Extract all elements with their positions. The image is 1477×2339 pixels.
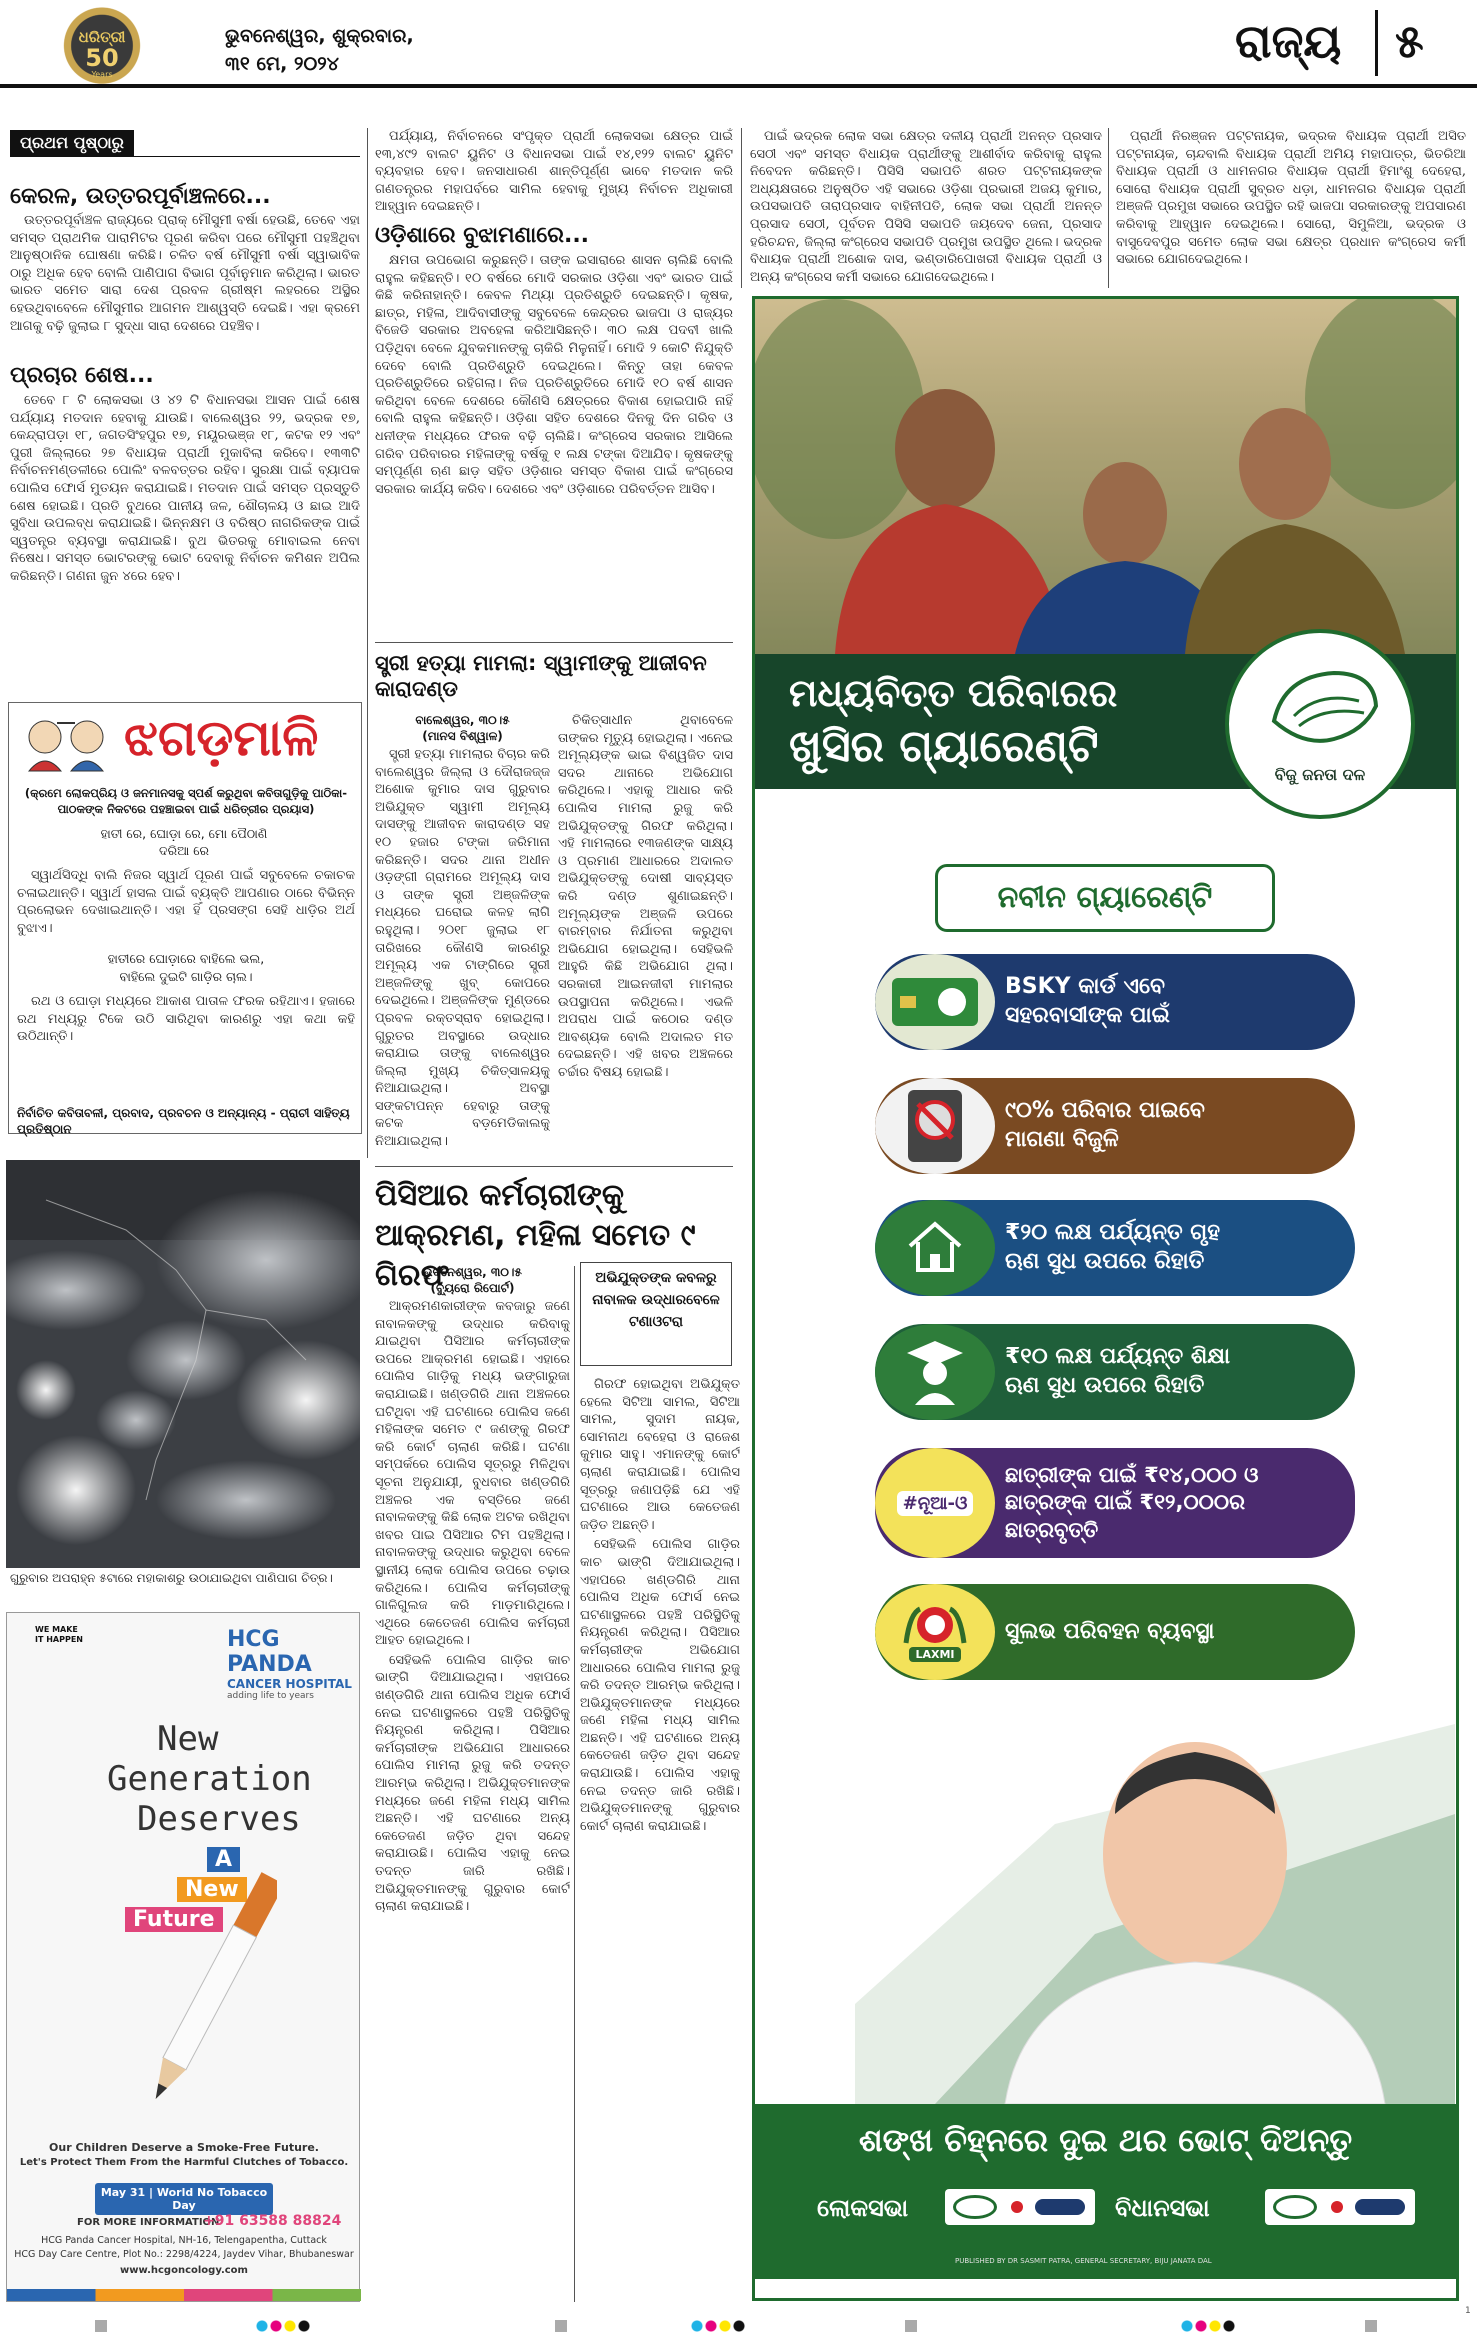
story-odisha-understanding-headline: ଓଡ଼ିଶାରେ ବୁଝାମଣାରେ... — [375, 223, 590, 248]
scholarship-line-3: ଛାତ୍ରବୃତ୍ତି — [1005, 1517, 1099, 1542]
page-number: ୫ — [1395, 14, 1424, 68]
hcg-color-strip — [7, 2289, 361, 2301]
leader-photo — [855, 1704, 1455, 2104]
loksabha-label: ଲୋକସଭା — [817, 2194, 909, 2222]
bjd-party-badge — [1225, 629, 1415, 819]
cartoon-credit: ନିର୍ବାଚିତ କବିତାବଳୀ, ପ୍ରବାଦ, ପ୍ରବଚନ ଓ ଅନ୍ୟାନ୍ୟ - ପ୍ରାଚୀ ସାହିତ୍ୟ ପ୍ରତିଷ୍ଠାନ — [17, 1106, 350, 1136]
hcg-word-a: A — [207, 1847, 240, 1872]
bjd-headline-2: ଖୁସିର ଗ୍ୟାରେଣ୍ଟି — [789, 721, 1099, 772]
section-divider — [1375, 10, 1378, 76]
story-divider — [375, 642, 733, 643]
graduate-icon — [875, 1324, 995, 1420]
nua-o-label: #ନୂଆ-ଓ — [897, 1491, 974, 1516]
story-pcr-attack-body-b: ଗିରଫ ହୋଇଥିବା ଅଭିଯୁକ୍ତ ହେଲେ ସିଟିଆ ସାମଲ, ସିଟିଆ ସାମଲ, ସୁଦାମ ନାୟକ, ସୋମନାଥ ବେହେରା ଓ ରାଜେଶ କୁମାର ସାହୁ। ଏମାନଙ୍କୁ କୋର୍ଟ ଚାଲାଣ କରାଯାଇଛି। ପୋଲିସ ସୂତ୍ରରୁ ଜଣାପଡ଼ିଛି ଯେ ଏହି ଘଟଣାରେ ଆଉ କେତେଜଣ ଜଡ଼ିତ ଅଛନ୍ତି। ସେହିଭଳି ପୋଲିସ ଗାଡ଼ିର କାଚ ଭାଙ୍ଗି ଦିଆଯାଇଥିଲା। ଏହାପରେ ଖଣ୍ଡଗିରି ଥାନା ପୋଲିସ ଅଧିକ ଫୋର୍ସ ନେଇ ଘଟଣାସ୍ଥଳରେ ପହଞ୍ଚି ପରିସ୍ଥିତିକୁ ନିୟନ୍ତ୍ରଣ କରିଥିଲା। ପିସିଆର କର୍ମଚାରୀଙ୍କ ଅଭିଯୋଗ ଆଧାରରେ ପୋଲିସ ମାମଲା ରୁଜୁ କରି ତଦନ୍ତ ଆରମ୍ଭ କରିଥିଲା। ଅଭିଯୁକ୍ତମାନଙ୍କ ମଧ୍ୟରେ ଜଣେ ମହିଳା ମଧ୍ୟ ସାମିଲ ଅଛନ୍ତି। ଏହି ଘଟଣାରେ ଅନ୍ୟ କେତେଜଣ ଜଡ଼ିତ ଥିବା ସନ୍ଦେହ କରାଯାଉଛି। ପୋଲିସ ଏହାକୁ ନେଇ ତଦନ୍ତ ଜାରି ରଖିଛି। ଅଭିଯୁକ୍ତମାନଙ୍କୁ ଗୁରୁବାର କୋର୍ଟ ଚାଲାଣ କରାଯାଇଛି। — [580, 1377, 740, 1834]
story-campaign-end-headline: ପ୍ରଚାର ଶେଷ... — [10, 363, 154, 388]
vidhansabha-ballot — [1265, 2189, 1415, 2225]
ballot-button-icon — [1355, 2199, 1405, 2215]
story-kerala-monsoon-body: ଉତ୍ତରପୂର୍ବାଞ୍ଚଳ ରାଜ୍ୟରେ ପ୍ରାକ୍ ମୌସୁମୀ ବର୍ଷା ହେଉଛି, ତେବେ ଏହା ସମସ୍ତ ପ୍ରାଥମିକ ପାରାମିଟର ପୂରଣ କରିବା ପରେ ମୌସୁମୀ ପହଞ୍ଚିଥିବା ଆନୁଷ୍ଠାନିକ ଘୋଷଣା କରିଛି। ଚଳିତ ବର୍ଷ ମୌସୁମୀ ବର୍ଷା ସ୍ୱାଭାବିକ ଠାରୁ ଅଧିକ ହେବ ବୋଲି ପାଣିପାଗ ବିଭାଗ ପୂର୍ବାନୁମାନ କରିଥିଲା। ଭାରତ ଭାରତ ସମେତ ସାରା ଦେଶ ପ୍ରବଳ ଗ୍ରୀଷ୍ମ ଲହରରେ ଅସ୍ଥିର ହେଉଥିବାବେଳେ ମୌସୁମୀର ଆଗମନ ଆଶ୍ୱସ୍ତି ଦେଇଛି। ଏହା କ୍ରମେ ଆଗକୁ ବଢ଼ି ଜୁଲାଇ ୮ ସୁଦ୍ଧା ସାରା ଦେଶରେ ପହଞ୍ଚିବ। — [10, 213, 360, 334]
col4-continuation-body: ପ୍ରାର୍ଥୀ ନିରଞ୍ଜନ ପଟ୍ଟନାୟକ, ଭଦ୍ରକ ବିଧାୟକ ପ୍ରାର୍ଥୀ ଅସିତ ପଟ୍ଟନାୟକ, ଚାନ୍ଦବାଲି ବିଧାୟକ ପ୍ରାର୍ଥୀ ଅମିୟ ମହାପାତ୍ର, ଭିତରିଆ ବିଧାୟକ ପ୍ରାର୍ଥୀ ଓ ଧାମନଗର ବିଧାୟକ ପ୍ରାର୍ଥୀ ହିମାଂଶୁ ଦେହେରା, ସୋରୋ ବିଧାୟକ ପ୍ରାର୍ଥୀ ସୁବ୍ରତ ଧଡ଼ା, ଧାମନଗର ବିଧାୟକ ପ୍ରାର୍ଥୀ ଅଞ୍ଜଳି ପ୍ରମୁଖ ସଭାରେ ଉପସ୍ଥିତ ରହି ଭାଜପା ସରକାରଙ୍କୁ ଅପସାରଣ କରିବାକୁ ଆହ୍ୱାନ ଦେଇଥିଲେ। ସୋରୋ, ସିମୁଳିଆ, ଭଦ୍ରକ ଓ ବାସୁଦେବପୁର ସମେତ ଲୋକ ସଭା କ୍ଷେତ୍ର ପ୍ରଧାନ କଂଗ୍ରେସ କର୍ମୀ ସଭାରେ ଯୋଗଦେଇଥିଲେ। — [1116, 129, 1466, 268]
story-pcr-attack-headline: ପିସିଆର କର୍ମଚାରୀଙ୍କୁ ଆକ୍ରମଣ, ମହିଳା ସମେତ ୯ ଗିରଫ — [375, 1178, 696, 1293]
nua-o-icon — [875, 1448, 995, 1558]
hcg-logo — [227, 1627, 357, 1701]
hcg-headline-2: Generation — [107, 1759, 312, 1799]
col2-continuation-body: ପର୍ଯ୍ୟାୟ, ନିର୍ବାଚନରେ ସଂପୃକ୍ତ ପ୍ରାର୍ଥୀ ଲୋକସଭା କ୍ଷେତ୍ର ପାଇଁ ୧୩,୪୯୨ ବାଲଟ ୟୁନିଟ ଓ ବିଧାନସଭା ପାଇଁ ୧୪,୧୨୨ ବାଲଟ ୟୁନିଟ ବ୍ୟବହାର ହେବ। ଜନସାଧାରଣ ଶାନ୍ତିପୂର୍ଣ୍ଣ ଭାବେ ମତଦାନ କରି ଗଣତନ୍ତ୍ରର ମହାପର୍ବରେ ସାମିଲ ହେବାକୁ ମୁଖ୍ୟ ନିର୍ବାଚନ ଅଧିକାରୀ ଆହ୍ୱାନ ଦେଇଛନ୍ତି। — [375, 129, 733, 215]
label-rule — [10, 156, 360, 157]
front-page-continuation-label: ପ୍ରଥମ ପୃଷ୍ଠାରୁ — [10, 130, 134, 156]
transport-item — [875, 1584, 1355, 1680]
folio-number: 1 — [1465, 2306, 1471, 2316]
electricity-line-1: ୯୦% ପରିବାର ପାଇବେ — [1005, 1098, 1205, 1124]
hcg-message-2: Let's Protect Them From the Harmful Clutches of Tobacco. — [19, 2157, 349, 2168]
cartoon-illustration — [17, 711, 117, 779]
hcg-word-new: New — [177, 1877, 247, 1902]
cartoon-couplet-2: ବାହିଲେ ଦୁଇଟି ଗାଡ଼ିର ଚାଲ। — [119, 969, 253, 984]
story-campaign-end-body: ତେବେ ୮ ଟି ଲୋକସଭା ଓ ୪୨ ଟି ବିଧାନସଭା ଆସନ ପାଇଁ ଶେଷ ପର୍ଯ୍ୟାୟ ମତଦାନ ହେବାକୁ ଯାଉଛି। ବାଲେଶ୍ୱର ୨୨, ଭଦ୍ରକ ୧୭, କେନ୍ଦ୍ରାପଡ଼ା ୧୮, ଜଗତସିଂହପୁର ୧୭, ମୟୂରଭଞ୍ଜ ୧୮, କଟକ ୧୨ ଏବଂ ପୁରୀ ଜିଲ୍ଲାରେ ୨୭ ବିଧାୟକ ପ୍ରାର୍ଥୀ ମୁକାବିଲା କରିବେ। ୧୩୩ଟି ନିର୍ବାଚନମଣ୍ଡଳୀରେ ପୋଲିଂ ବଳବତ୍ତର ରହିବ। ସୁରକ୍ଷା ପାଇଁ ବ୍ୟାପକ ପୋଲିସ ଫୋର୍ସ ମୁତୟନ କରାଯାଇଛି। ମତଦାନ ପାଇଁ ସମସ୍ତ ପ୍ରସ୍ତୁତି ଶେଷ ହୋଇଛି। ପ୍ରତି ବୁଥରେ ପାନୀୟ ଜଳ, ଶୌଚାଳୟ ଓ ଛାଇ ଆଦି ସୁବିଧା ଉପଲବ୍ଧ କରାଯାଇଛି। ଭିନ୍ନକ୍ଷମ ଓ ବରିଷ୍ଠ ନାଗରିକଙ୍କ ପାଇଁ ସ୍ୱତନ୍ତ୍ର ବ୍ୟବସ୍ଥା କରାଯାଇଛି। ବୁଥ ଭିତରକୁ ମୋବାଇଲ ନେବା ନିଷେଧ। ସମସ୍ତ ଭୋଟରଙ୍କୁ ଭୋଟ ଦେବାକୁ ନିର୍ବାଚନ କମିଶନ ଅପିଲ କରିଛନ୍ତି। ଗଣନା ଜୁନ ୪ରେ ହେବ। — [10, 393, 360, 584]
column-rule — [574, 1266, 575, 2302]
pencil-cigarette-illustration — [147, 1863, 277, 2123]
scholarship-line-1: ଛାତ୍ରୀଙ୍କ ପାଇଁ ₹୧୪,୦୦୦ ଓ — [1005, 1463, 1259, 1488]
vidhansabha-label: ବିଧାନସଭା — [1115, 2194, 1210, 2222]
cartoon-body-2: ରଥ ଓ ଘୋଡ଼ା ମଧ୍ୟରେ ଆକାଶ ପାତାଳ ଫରକ ରହିଥାଏ। ହଜାରେ ରଥ ମଧ୍ୟରୁ ଟିକେ ଉଠି ସାରିଥିବା କାରଣରୁ ଏହା କଥା କହି ଉଠିଥାନ୍ତି। — [17, 994, 355, 1045]
story-pcr-attack-byline: ଭୁବନେଶ୍ୱର, ୩୦।୫ (ବ୍ୟୁରୋ ରିପୋର୍ଟ) — [423, 1265, 522, 1295]
story-wife-murder-headline: ସ୍ତ୍ରୀ ହତ୍ୟା ମାମଲା: ସ୍ୱାମୀଙ୍କୁ ଆଜୀବନ କାରାଦଣ୍ଡ — [375, 651, 707, 702]
laxmi-label: LAXMI — [909, 1647, 960, 1662]
ballot-light-icon — [1011, 2201, 1023, 2213]
story-pcr-sidebar-headline: ଅଭିଯୁକ୍ତଙ୍କ କବଳରୁ ନାବାଳକ ଉଦ୍ଧାରବେଳେ ଟଣାଓଟରା — [592, 1270, 720, 1330]
hcg-tagline: WE MAKE IT HAPPEN — [35, 1625, 83, 1644]
hcg-brand: HCG PANDA — [227, 1627, 312, 1677]
scholarship-line-2: ଛାତ୍ରଙ୍କ ପାଇଁ ₹୧୨,୦୦୦ର — [1005, 1490, 1246, 1515]
family-photo — [755, 299, 1456, 654]
hcg-message-1: Our Children Deserve a Smoke-Free Future. — [49, 2141, 319, 2154]
bjd-headline-1: ମଧ୍ୟବିତ୍ତ ପରିବାରର — [789, 671, 1118, 715]
cartoon-couplet-1: ହାତୀରେ ଘୋଡ଼ାରେ ବାହିଲେ ଭଲ, — [107, 951, 265, 966]
publisher-line: PUBLISHED BY DR SASMIT PATRA, GENERAL SECRETARY, BIJU JANATA DAL — [955, 2257, 1212, 2265]
bsky-item — [875, 954, 1355, 1050]
education-loan-item — [875, 1324, 1355, 1420]
education-loan-line-1: ₹୧୦ ଲକ୍ଷ ପର୍ଯ୍ୟନ୍ତ ଶିକ୍ଷା — [1005, 1344, 1230, 1370]
bsky-line-2: ସହରବାସୀଙ୍କ ପାଇଁ — [1005, 1003, 1170, 1028]
home-loan-item — [875, 1200, 1355, 1296]
naveen-guarantee-label: ନବୀନ ଗ୍ୟାରେଣ୍ଟି — [935, 864, 1275, 932]
health-card-icon — [875, 954, 995, 1050]
conch-icon — [1264, 661, 1384, 761]
no-tobacco-day-badge: May 31 | World No Tobacco Day — [95, 2183, 273, 2215]
bjd-advertisement — [752, 296, 1459, 2301]
hcg-word-future: Future — [125, 1907, 223, 1932]
column-rule — [367, 128, 368, 1158]
electric-meter-icon — [875, 1078, 995, 1174]
cartoon-body: ସ୍ୱାର୍ଥସିଦ୍ଧି ବାଲି ନିଜର ସ୍ୱାର୍ଥ ପୂରଣ ପାଇଁ ସବୁବେଳେ ଚକାଚକ ଚଳାଇଥାନ୍ତି। ସ୍ୱାର୍ଥ ହାସଲ ପାଇଁ ବ୍ୟକ୍ତି ଆପଣାର ଠାରେ ବିଭିନ୍ନ ପ୍ରଲୋଭନ ଦେଖାଇଥାନ୍ତି। ଏହା ହିଁ ପ୍ରସଙ୍ଗ ସେହି ଧାଡ଼ିର ଅର୍ଥ ବୁଝାଏ। — [17, 868, 355, 936]
hcg-headline-3: Deserves — [137, 1799, 301, 1839]
home-loan-line-1: ₹୨୦ ଲକ୍ଷ ପର୍ଯ୍ୟନ୍ତ ଗୃହ — [1005, 1220, 1221, 1246]
ballot-light-icon — [1331, 2201, 1343, 2213]
story-wife-murder-byline: ବାଲେଶ୍ୱର, ୩୦।୫ (ମାନସ ବିଶ୍ୱାଳ) — [415, 713, 510, 743]
column-rule — [1108, 128, 1109, 288]
transport-line-1: ସୁଲଭ ପରିବହନ ବ୍ୟବସ୍ଥା — [1005, 1618, 1215, 1644]
hcg-headline-1: New — [157, 1719, 219, 1759]
section-name: ରାଜ୍ୟ — [1235, 14, 1342, 68]
cartoon-verse-head: ହାତୀ ରେ, ଘୋଡ଼ା ରେ, ମୋ ପୈଠାଣି ଦରିଆ ରେ — [100, 826, 268, 858]
column-rule — [741, 128, 742, 288]
bjd-party-name: ବିଜୁ ଜନତା ଦଳ — [1274, 765, 1366, 784]
story-wife-murder-body-b: ଚିକିତ୍ସାଧୀନ ଥିବାବେଳେ ତାଙ୍କର ମୃତ୍ୟୁ ହୋଇଥିଲା। ଏନେଇ ଅମୂଲ୍ୟଙ୍କ ଭାଇ ବିଶ୍ୱଜିତ ଦାସ ସଦର ଥାନାରେ ଅଭିଯୋଗ କରିଥିଲେ। ଏହାକୁ ଆଧାର କରି ପୋଲିସ ମାମଲା ରୁଜୁ କରି ଅଭିଯୁକ୍ତଙ୍କୁ ଗିରଫ କରିଥିଲା। ଏହି ମାମଲାରେ ୧୩ଜଣଙ୍କ ସାକ୍ଷ୍ୟ ଓ ପ୍ରମାଣ ଆଧାରରେ ଅଦାଲତ ଅଭିଯୁକ୍ତଙ୍କୁ ଦୋଷୀ ସାବ୍ୟସ୍ତ କରି ଦଣ୍ଡ ଶୁଣାଇଛନ୍ତି। ଅମୂଲ୍ୟଙ୍କ ଅଞ୍ଜଳି ଉପରେ ବାରମ୍ବାର ନିର୍ଯାତନା କରୁଥିବା ଅଭିଯୋଗ ହୋଇଥିଲା। ସେହିଭଳି ଆହୁରି କିଛି ଅଭିଯୋଗ ଥିଲା। ସରକାରୀ ଆଇନଜୀବୀ ମାମଲାର ଉପସ୍ଥାପନା କରିଥିଲେ। ଏଭଳି ଅପରାଧ ପାଇଁ କଠୋର ଦଣ୍ଡ ଆବଶ୍ୟକ ବୋଲି ଅଦାଲତ ମତ ଦେଇଛନ୍ତି। ଏହି ଖବର ଅଞ୍ଚଳରେ ଚର୍ଚ୍ଚାର ବିଷୟ ହୋଇଛି। — [558, 713, 733, 1080]
story-wife-murder-body-a: ସ୍ତ୍ରୀ ହତ୍ୟା ମାମଲାର ବିଚାର କରି ବାଲେଶ୍ୱର ଜିଲ୍ଲା ଓ ଦୌରାଜଜ୍ଜ ଅଶୋକ କୁମାର ଦାସ ଗୁରୁବାର ଅଭିଯୁକ୍ତ ସ୍ୱାମୀ ଅମୂଲ୍ୟ ଦାସଙ୍କୁ ଆଜୀବନ କାରାଦଣ୍ଡ ସହ ୧୦ ହଜାର ଟଙ୍କା ଜରିମାନା କରିଛନ୍ତି। ସଦର ଥାନା ଅଧୀନ ଓଡ଼ଙ୍ଗୀ ଗ୍ରାମରେ ଅମୂଲ୍ୟ ଦାସ ଓ ତାଙ୍କ ସ୍ତ୍ରୀ ଅଞ୍ଜଳିଙ୍କ ମଧ୍ୟରେ ଘରୋଇ କଳହ ଲାଗି ରହୁଥିଲା। ୨୦୧୮ ଜୁଲାଇ ୧୮ ତାରିଖରେ କୌଣସି କାରଣରୁ ଅମୂଲ୍ୟ ଏକ ଟାଙ୍ଗିରେ ସ୍ତ୍ରୀ ଅଞ୍ଜଳିଙ୍କୁ ଖୁବ୍ କୋପରେ ଦେଇଥିଲେ। ଅଞ୍ଜଳିଙ୍କ ମୁଣ୍ଡରେ ପ୍ରବଳ ରକ୍ତସ୍ରାବ ହୋଇଥିଲା। ଗୁରୁତର ଅବସ୍ଥାରେ ଉଦ୍ଧାର କରାଯାଇ ତାଙ୍କୁ ବାଲେଶ୍ୱର ଜିଲ୍ଲା ମୁଖ୍ୟ ଚିକିତ୍ସାଳୟକୁ ନିଆଯାଇଥିଲା। ଅବସ୍ଥା ସଙ୍କଟାପନ୍ନ ହେବାରୁ ତାଙ୍କୁ କଟକ ବଡ଼ମେଡିକାଲକୁ ନିଆଯାଇଥିଲା। — [375, 747, 550, 1150]
hcg-brand-sub: CANCER HOSPITAL — [227, 1677, 352, 1691]
ballot-button-icon — [1035, 2199, 1085, 2215]
satellite-caption: ଗୁରୁବାର ଅପରାହ୍ନ ୫ଟାରେ ମହାକାଶରୁ ଉଠାଯାଇଥିବା ପାଣିପାଗ ଚିତ୍ର। — [10, 1571, 333, 1585]
home-loan-line-2: ଋଣ ସୁଧ ଉପରେ ରିହାତି — [1005, 1249, 1205, 1274]
hcg-info-label: FOR MORE INFORMATION — [77, 2217, 220, 2228]
hcg-address-2: HCG Day Care Centre, Plot No.: 2298/4224, Jaydev Vihar, Bhubaneswar — [14, 2249, 354, 2260]
story-pcr-attack-body-a: ଆକ୍ରମଣକାରୀଙ୍କ କବଜାରୁ ଜଣେ ନାବାଳକଙ୍କୁ ଉଦ୍ଧାର କରିବାକୁ ଯାଇଥିବା ପିସିଆର କର୍ମଚାରୀଙ୍କ ଉପରେ ଆକ୍ରମଣ ହୋଇଛି। ଏହାରେ ପୋଲିସ ଗାଡ଼ିକୁ ମଧ୍ୟ ଭଙ୍ଗାରୁଜା କରାଯାଇଛି। ଖଣ୍ଡଗିରି ଥାନା ଅଞ୍ଚଳରେ ଘଟିଥିବା ଏହି ଘଟଣାରେ ପୋଲିସ ଜଣେ ମହିଳାଙ୍କ ସମେତ ୯ ଜଣଙ୍କୁ ଗିରଫ କରି କୋର୍ଟ ଚାଲାଣ କରିଛି। ଘଟଣା ସମ୍ପର୍କରେ ପୋଲିସ ସୂତ୍ରରୁ ମିଳିଥିବା ସୂଚନା ଅନୁଯାୟୀ, ବୁଧବାର ଖଣ୍ଡଗିରି ଅଞ୍ଚଳର ଏକ ବସ୍ତିରେ ଜଣେ ନାବାଳକଙ୍କୁ କିଛି ଲୋକ ଅଟକ ରଖିଥିବା ଖବର ପାଇ ପିସିଆର ଟିମ ପହଞ୍ଚିଥିଲା। ନାବାଳକଙ୍କୁ ଉଦ୍ଧାର କରୁଥିବା ବେଳେ ସ୍ଥାନୀୟ ଲୋକ ପୋଲିସ ଉପରେ ଚଢ଼ାଉ କରିଥିଲେ। ପୋଲିସ କର୍ମଚାରୀଙ୍କୁ ଗାଳିଗୁଲଜ କରି ମାଡ଼ମାରିଥିଲେ। ଏଥିରେ କେତେଜଣ ପୋଲିସ କର୍ମଚାରୀ ଆହତ ହୋଇଥିଲେ। ସେହିଭଳି ପୋଲିସ ଗାଡ଼ିର କାଚ ଭାଙ୍ଗି ଦିଆଯାଇଥିଲା। ଏହାପରେ ଖଣ୍ଡଗିରି ଥାନା ପୋଲିସ ଅଧିକ ଫୋର୍ସ ନେଇ ଘଟଣାସ୍ଥଳରେ ପହଞ୍ଚି ପରିସ୍ଥିତିକୁ ନିୟନ୍ତ୍ରଣ କରିଥିଲା। ପିସିଆର କର୍ମଚାରୀଙ୍କ ଅଭିଯୋଗ ଆଧାରରେ ପୋଲିସ ମାମଲା ରୁଜୁ କରି ତଦନ୍ତ ଆରମ୍ଭ କରିଥିଲା। ଅଭିଯୁକ୍ତମାନଙ୍କ ମଧ୍ୟରେ ଜଣେ ମହିଳା ମଧ୍ୟ ସାମିଲ ଅଛନ୍ତି। ଏହି ଘଟଣାରେ ଅନ୍ୟ କେତେଜଣ ଜଡ଼ିତ ଥିବା ସନ୍ଦେହ କରାଯାଉଛି। ପୋଲିସ ଏହାକୁ ନେଇ ତଦନ୍ତ ଜାରି ରଖିଛି। ଅଭିଯୁକ୍ତମାନଙ୍କୁ ଗୁରୁବାର କୋର୍ଟ ଚାଲାଣ କରାଯାଇଛି। — [375, 1299, 570, 1915]
cartoon-box — [8, 702, 362, 1134]
electricity-line-2: ମାଗଣା ବିଜୁଳି — [1005, 1127, 1119, 1152]
hcg-panda-ad — [6, 1612, 360, 2302]
story-odisha-understanding-body: କ୍ଷମତା ଉପଭୋଗ କରୁଛନ୍ତି। ତାଙ୍କ ଇସାରାରେ ଶାସନ ଚାଲିଛି ବୋଲି ରାହୁଲ କହିଛନ୍ତି। ୧୦ ବର୍ଷରେ ମୋଦି ସରକାର ଓଡ଼ିଶା ଏବଂ ଭାରତ ପାଇଁ କିଛି କରିନାହାନ୍ତି। କେବଳ ମିଥ୍ୟା ପ୍ରତିଶ୍ରୁତି ଦେଇଛନ୍ତି। କୃଷକ, ଛାତ୍ର, ମହିଳା, ଆଦିବାସୀଙ୍କୁ ସବୁବେଳେ କେନ୍ଦ୍ରର ଭାଜପା ଓ ରାଜ୍ୟର ବିଜେଡି ସରକାର ଅବହେଳା କରିଆସିଛନ୍ତି। ୩୦ ଲକ୍ଷ ପଦବୀ ଖାଲି ପଡ଼ିଥିବା ବେଳେ ଯୁବକମାନଙ୍କୁ ଚାକିରି ମିଳୁନାହିଁ। ମୋଦି ୨ କୋଟି ନିଯୁକ୍ତି ଦେବେ ବୋଲି ପ୍ରତିଶ୍ରୁତି ଦେଇଥିଲେ। କିନ୍ତୁ ତାହା କେବଳ ପ୍ରତିଶ୍ରୁତିରେ ରହିଗଲା। ନିଜ ପ୍ରତିଶ୍ରୁତିରେ ମୋଦି ୧୦ ବର୍ଷ ଶାସନ କରିଥିବା ବେଳେ ଦେଶରେ କୌଣସି କ୍ଷେତ୍ରରେ ବିକାଶ ହୋଇପାରି ନାହିଁ ବୋଲି ରାହୁଲ କହିଛନ୍ତି। ଓଡ଼ିଶା ସହିତ ଦେଶରେ ଦିନକୁ ଦିନ ଗରିବ ଓ ଧନୀଙ୍କ ମଧ୍ୟରେ ଫରକ ବଢ଼ି ଚାଲିଛି। କଂଗ୍ରେସ ସରକାର ଆସିଲେ ଗରିବ ପରିବାରର ମହିଳାଙ୍କୁ ବର୍ଷକୁ ୧ ଲକ୍ଷ ଟଙ୍କା ଦିଆଯିବ। କୃଷକଙ୍କୁ ସମ୍ପୂର୍ଣ୍ଣ ଋଣ ଛାଡ଼ ସହିତ ଓଡ଼ିଶାର ସମସ୍ତ ବିକାଶ ପାଇଁ କଂଗ୍ରେସ ସରକାର କାର୍ଯ୍ୟ କରିବ। ଦେଶରେ ଏବଂ ଓଡ଼ିଶାରେ ପରିବର୍ତ୍ତନ ଆସିବ। — [375, 253, 733, 497]
conch-icon — [1273, 2195, 1317, 2219]
loksabha-ballot — [945, 2189, 1095, 2225]
hcg-brand-tagline: adding life to years — [227, 1691, 314, 1701]
story-divider — [375, 1166, 733, 1167]
masthead-rule — [0, 84, 1477, 88]
hcg-address-1: HCG Panda Cancer Hospital, NH-16, Telengapentha, Cuttack — [41, 2235, 327, 2246]
education-loan-line-2: ଋଣ ସୁଧ ଉପରେ ରିହାତି — [1005, 1373, 1205, 1398]
laxmi-bus-icon — [875, 1584, 995, 1680]
free-electricity-item — [875, 1078, 1355, 1174]
scholarship-item — [875, 1448, 1355, 1558]
conch-icon — [953, 2195, 997, 2219]
story-kerala-monsoon-headline: କେରଳ, ଉତ୍ତରପୂର୍ବାଞ୍ଚଳରେ... — [10, 184, 271, 209]
col3-continuation-body: ପାଇଁ ଭଦ୍ରକ ଲୋକ ସଭା କ୍ଷେତ୍ର ଦଳୀୟ ପ୍ରାର୍ଥୀ ଅନନ୍ତ ପ୍ରସାଦ ସେଠୀ ଏବଂ ସମସ୍ତ ବିଧାୟକ ପ୍ରାର୍ଥୀଙ୍କୁ ଆଶୀର୍ବାଦ କରିବାକୁ ରାହୁଲ ନିବେଦନ କରିଛନ୍ତି। ପିସିସି ସଭାପତି ଶରତ ପଟ୍ଟନାୟକଙ୍କ ଅଧ୍ୟକ୍ଷତାରେ ଅନୁଷ୍ଠିତ ଏହି ସଭାରେ ଓଡ଼ିଶା ପ୍ରଭାରୀ ଅଜୟ କୁମାର, ଉପସଭାପତି ତାରାପ୍ରସାଦ ବାହିନୀପତି, ଲୋକ ସଭା ପ୍ରାର୍ଥୀ ଅନନ୍ତ ପ୍ରସାଦ ସେଠୀ, ପୂର୍ବତନ ପିସିସି ସଭାପତି ଜୟଦେବ ଜେନା, ପ୍ରସାଦ ହରିଚନ୍ଦନ, ଜିଲ୍ଲା କଂଗ୍ରେସ ସଭାପତି ପ୍ରମୁଖ ଉପସ୍ଥିତ ଥିଲେ। ଭଦ୍ରକ ବିଧାୟକ ପ୍ରାର୍ଥୀ ଅଶୋକ ଦାସ, ଭଣ୍ଡାରିପୋଖରୀ ବିଧାୟକ ପ୍ରାର୍ଥୀ ଓ ଅନ୍ୟ କଂଗ୍ରେସ କର୍ମୀ ସଭାରେ ଯୋଗଦେଇଥିଲେ। — [750, 129, 1102, 285]
cartoon-note: (କ୍ରମେ ଲୋକପ୍ରିୟ ଓ ଜନମାନସକୁ ସ୍ପର୍ଶ କରୁଥିବା କବିତାଗୁଡ଼ିକୁ ପାଠିକା-ପାଠକଙ୍କ ନିକଟରେ ପହଞ୍ଚାଇବା ପାଇଁ ଧରିତ୍ରୀର ପ୍ରୟାସ) — [24, 786, 348, 816]
home-loan-icon — [875, 1200, 995, 1296]
bsky-line-1: BSKY କାର୍ଡ ଏବେ — [1005, 974, 1165, 1000]
story-pcr-sidebar-box — [580, 1262, 732, 1366]
dateline: ଭୁବନେଶ୍ୱର, ଶୁକ୍ରବାର, ୩୧ ମେ, ୨୦୨୪ — [225, 25, 414, 75]
satellite-weather-image — [6, 1160, 360, 1568]
registration-marks — [0, 2316, 1477, 2338]
dharitri-50-years-logo: ଧରିତ୍ରୀ 50 Years — [38, 6, 166, 94]
vote-appeal: ଶଙ୍ଖ ଚିହ୍ନରେ ଦୁଇ ଥର ଭୋଟ୍ ଦିଅନ୍ତୁ — [858, 2121, 1353, 2159]
cartoon-column-title: ଝଗଡ଼ମାଳି — [124, 709, 319, 767]
hcg-website[interactable]: www.hcgoncology.com — [120, 2265, 248, 2276]
hcg-phone[interactable]: +91 63588 88824 — [203, 2213, 342, 2229]
